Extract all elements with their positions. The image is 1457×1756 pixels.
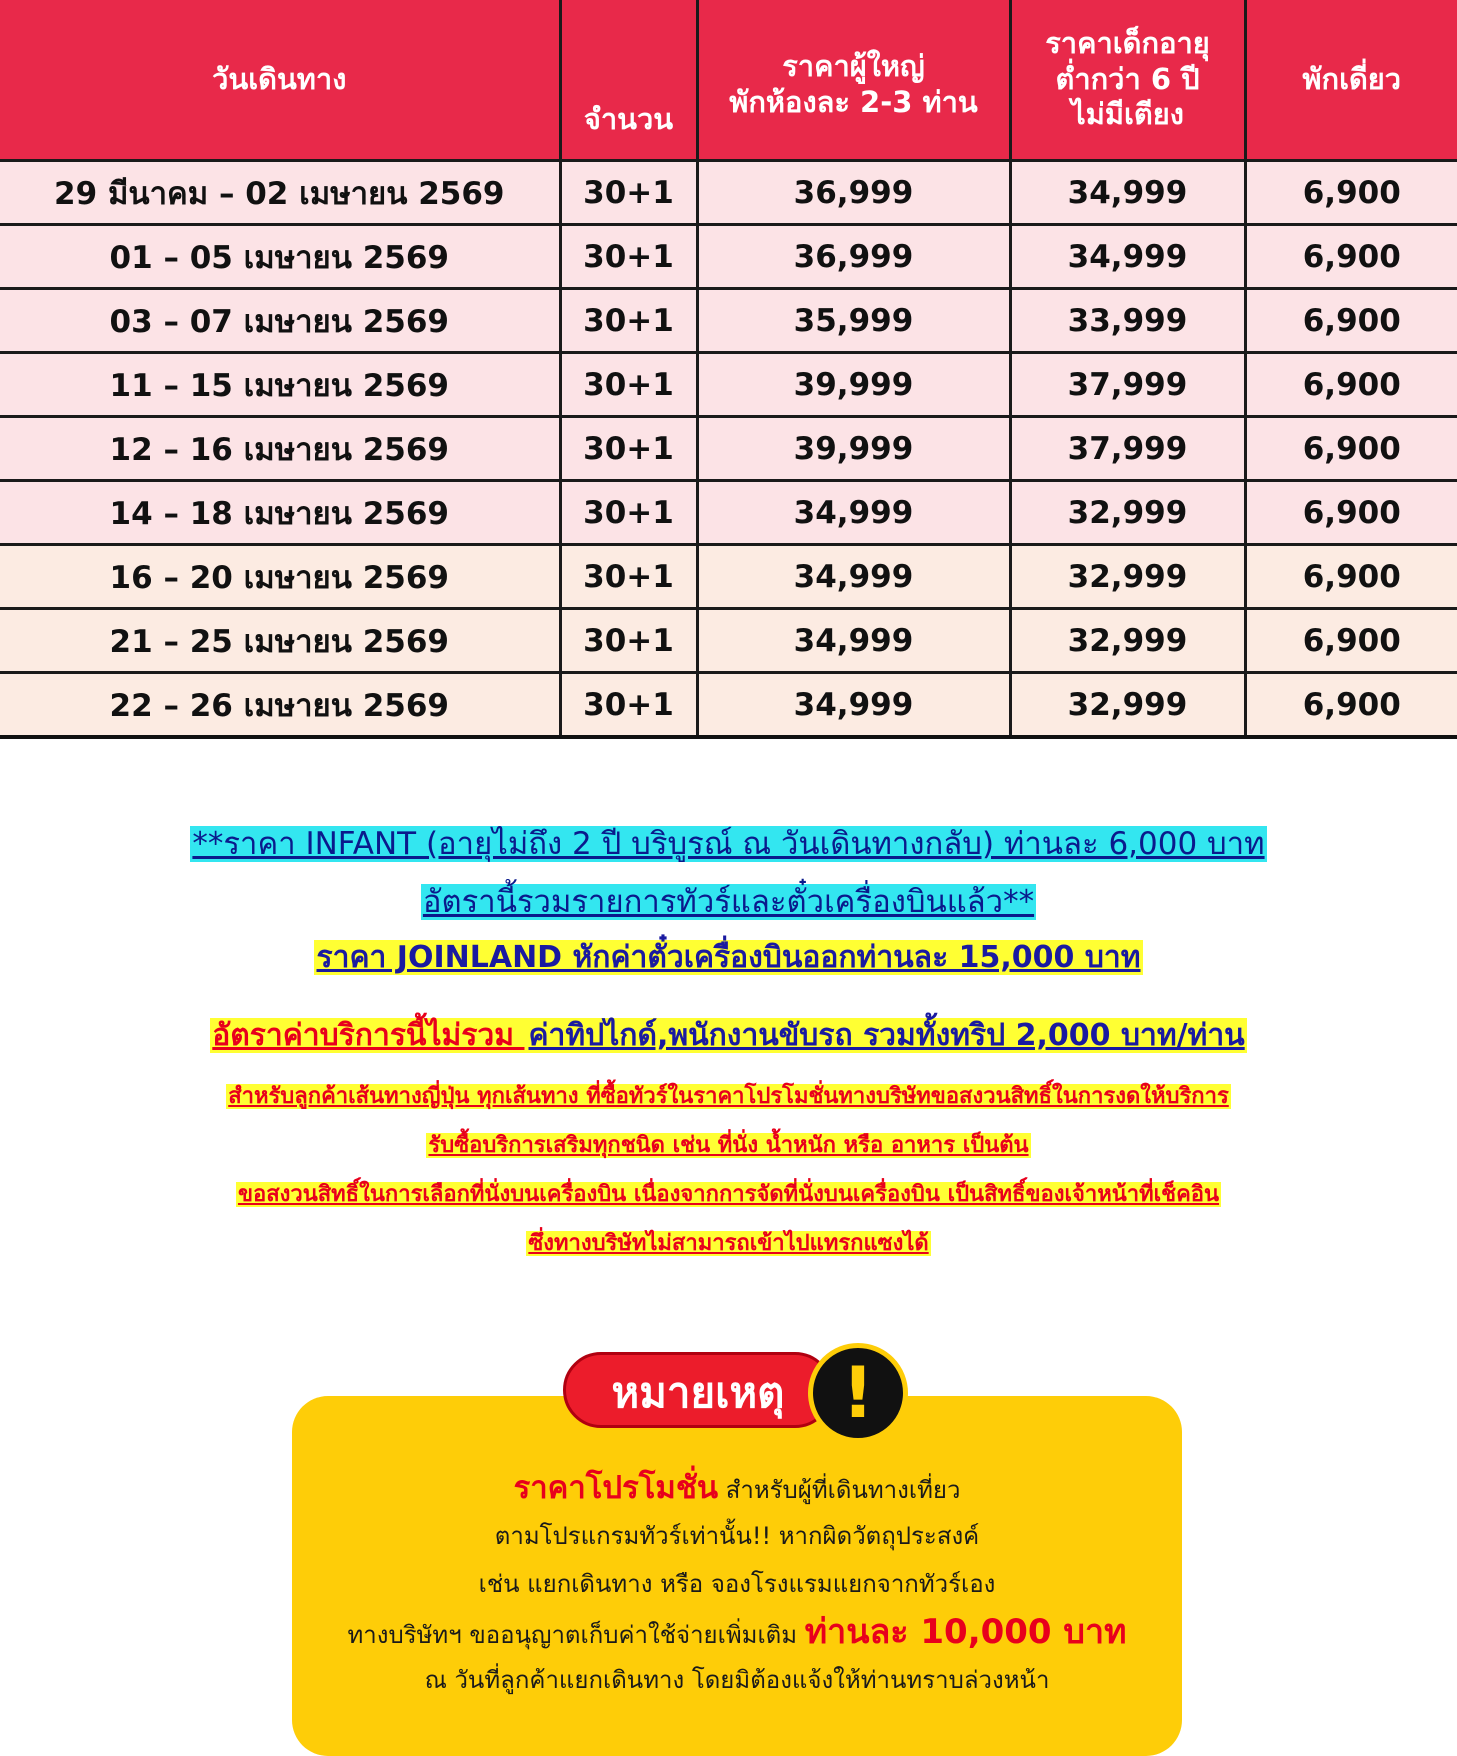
cell-single-price: 6,900 <box>1245 353 1457 417</box>
cell-date: 03 – 07 เมษายน 2569 <box>0 289 560 353</box>
cell-child-price: 32,999 <box>1010 481 1245 545</box>
remark-promo-label: ราคาโปรโมชั่น <box>513 1470 719 1506</box>
infant-note-line-1 <box>0 818 1457 868</box>
cell-qty: 30+1 <box>560 609 697 673</box>
seat-note-1 <box>0 1176 1457 1211</box>
cell-qty: 30+1 <box>560 417 697 481</box>
cell-adult-price: 39,999 <box>697 353 1010 417</box>
cell-qty: 30+1 <box>560 161 697 225</box>
remark-tag: หมายเหตุ <box>563 1352 833 1428</box>
cell-single-price: 6,900 <box>1245 161 1457 225</box>
remark-line-4 <box>292 1604 1182 1658</box>
remark-fee: ท่านละ 10,000 บาท <box>804 1612 1127 1652</box>
cell-single-price: 6,900 <box>1245 609 1457 673</box>
header-child-line-3: ไม่มีเตียง <box>1071 97 1184 132</box>
header-quantity: จำนวน <box>560 0 697 161</box>
remark-line-3: เช่น แยกเดินทาง หรือ จองโรงแรมแยกจากทัวร์เอง <box>478 1570 996 1598</box>
cell-single-price: 6,900 <box>1245 673 1457 738</box>
service-exclusion-note <box>0 1012 1457 1059</box>
cell-child-price: 37,999 <box>1010 353 1245 417</box>
cell-child-price: 34,999 <box>1010 161 1245 225</box>
header-child-price <box>1010 0 1245 161</box>
cell-date: 14 – 18 เมษายน 2569 <box>0 481 560 545</box>
remark-line-1-text: สำหรับผู้ที่เดินทางเที่ยว <box>725 1476 961 1504</box>
japan-route-text-2: รับซื้อบริการเสริมทุกชนิด เช่น ที่นั่ง น้ำหนัก หรือ อาหาร เป็นต้น <box>428 1133 1029 1158</box>
cell-adult-price: 34,999 <box>697 481 1010 545</box>
cell-child-price: 32,999 <box>1010 609 1245 673</box>
cell-child-price: 32,999 <box>1010 545 1245 609</box>
table-row <box>0 609 1457 673</box>
cell-single-price: 6,900 <box>1245 225 1457 289</box>
cell-single-price: 6,900 <box>1245 481 1457 545</box>
header-adult-price <box>697 0 1010 161</box>
price-table <box>0 0 1457 739</box>
cell-single-price: 6,900 <box>1245 417 1457 481</box>
japan-route-note-2 <box>0 1127 1457 1162</box>
cell-adult-price: 34,999 <box>697 609 1010 673</box>
seat-note-text-2: ซึ่งทางบริษัทไม่สามารถเข้าไปแทรกแซงได้ <box>528 1231 929 1256</box>
header-adult-line-1: ราคาผู้ใหญ่ <box>782 49 925 84</box>
table-row <box>0 545 1457 609</box>
cell-date: 12 – 16 เมษายน 2569 <box>0 417 560 481</box>
cell-adult-price: 39,999 <box>697 417 1010 481</box>
cell-qty: 30+1 <box>560 673 697 738</box>
cell-adult-price: 36,999 <box>697 161 1010 225</box>
cell-child-price: 34,999 <box>1010 225 1245 289</box>
exclamation-glyph: ! <box>842 1352 874 1434</box>
cell-date: 16 – 20 เมษายน 2569 <box>0 545 560 609</box>
cell-date: 11 – 15 เมษายน 2569 <box>0 353 560 417</box>
cell-date: 21 – 25 เมษายน 2569 <box>0 609 560 673</box>
japan-route-note-1 <box>0 1078 1457 1113</box>
cell-adult-price: 34,999 <box>697 673 1010 738</box>
table-row <box>0 225 1457 289</box>
cell-child-price: 33,999 <box>1010 289 1245 353</box>
remark-line-5: ณ วันที่ลูกค้าแยกเดินทาง โดยมิต้องแจ้งให้ท่านทราบล่วงหน้า <box>424 1666 1050 1694</box>
cell-date: 01 – 05 เมษายน 2569 <box>0 225 560 289</box>
service-exclusion-blue: ค่าทิปไกด์,พนักงานขับรถ รวมทั้งทริป 2,000 บาท/ท่าน <box>528 1018 1245 1053</box>
table-row <box>0 417 1457 481</box>
joinland-note-text: ราคา JOINLAND หักค่าตั๋วเครื่องบินออกท่านละ 15,000 บาท <box>316 940 1141 975</box>
infant-note-line-2 <box>0 876 1457 926</box>
header-single-supplement: พักเดี่ยว <box>1245 0 1457 161</box>
service-exclusion-red: อัตราค่าบริการนี้ไม่รวม <box>212 1018 525 1053</box>
infant-note-text-1: **ราคา INFANT (อายุไม่ถึง 2 ปี บริบูรณ์ ณ วันเดินทางกลับ) ท่านละ 6,000 บาท <box>192 826 1265 862</box>
cell-child-price: 37,999 <box>1010 417 1245 481</box>
cell-single-price: 6,900 <box>1245 545 1457 609</box>
joinland-note <box>0 934 1457 981</box>
cell-adult-price: 36,999 <box>697 225 1010 289</box>
cell-qty: 30+1 <box>560 353 697 417</box>
header-travel-date: วันเดินทาง <box>0 0 560 161</box>
cell-adult-price: 34,999 <box>697 545 1010 609</box>
cell-adult-price: 35,999 <box>697 289 1010 353</box>
header-child-line-1: ราคาเด็กอายุ <box>1045 26 1210 61</box>
cell-date: 22 – 26 เมษายน 2569 <box>0 673 560 738</box>
exclamation-icon <box>808 1343 908 1443</box>
table-row <box>0 289 1457 353</box>
remark-line-4-text: ทางบริษัทฯ ขออนุญาตเก็บค่าใช้จ่ายเพิ่มเติม <box>347 1621 805 1649</box>
cell-single-price: 6,900 <box>1245 289 1457 353</box>
seat-note-2 <box>0 1225 1457 1260</box>
header-adult-line-2: พักห้องละ 2-3 ท่าน <box>729 84 978 119</box>
japan-route-text-1: สำหรับลูกค้าเส้นทางญี่ปุ่น ทุกเส้นทาง ที่ซื้อทัวร์ในราคาโปรโมชั่นทางบริษัทขอสงวนสิทธิ์ในการงดให้บริการ <box>228 1084 1229 1109</box>
cell-qty: 30+1 <box>560 289 697 353</box>
table-row <box>0 673 1457 738</box>
table-row <box>0 481 1457 545</box>
cell-qty: 30+1 <box>560 545 697 609</box>
cell-qty: 30+1 <box>560 225 697 289</box>
cell-date: 29 มีนาคม – 02 เมษายน 2569 <box>0 161 560 225</box>
infant-note-text-2: อัตรานี้รวมรายการทัวร์และตั๋วเครื่องบินแล้ว** <box>422 884 1035 920</box>
remark-line-2: ตามโปรแกรมทัวร์เท่านั้น!! หากผิดวัตถุประสงค์ <box>494 1522 980 1550</box>
table-header-row <box>0 0 1457 161</box>
seat-note-text-1: ขอสงวนสิทธิ์ในการเลือกที่นั่งบนเครื่องบิน เนื่องจากการจัดที่นั่งบนเครื่องบิน เป็นสิทธิ์ของเจ้าหน้าที่เช็คอิน <box>237 1182 1220 1207</box>
header-child-line-2: ต่ำกว่า 6 ปี <box>1055 61 1200 96</box>
table-row <box>0 353 1457 417</box>
remark-line-1 <box>292 1462 1182 1512</box>
cell-child-price: 32,999 <box>1010 673 1245 738</box>
cell-qty: 30+1 <box>560 481 697 545</box>
table-row <box>0 161 1457 225</box>
